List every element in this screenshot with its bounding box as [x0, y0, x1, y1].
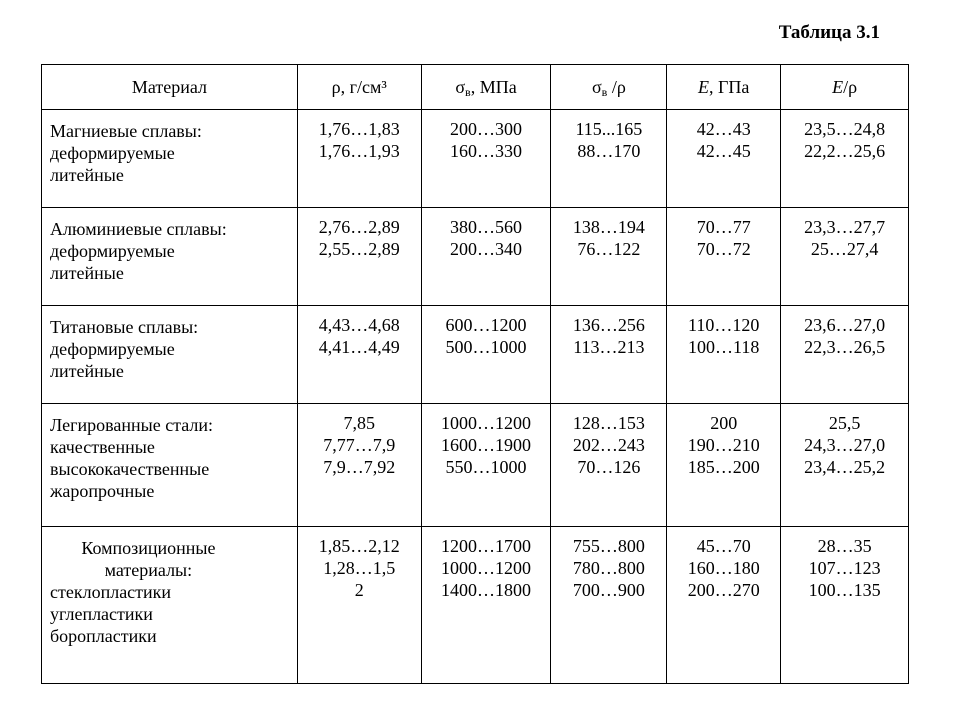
table-row: [42, 110, 909, 208]
specific-modulus-value: 24,3…27,0: [804, 435, 886, 455]
strength-value: 1600…1900: [441, 435, 532, 455]
material-cell: [42, 110, 298, 208]
modulus-value: 42…43: [696, 119, 751, 139]
table-caption: Таблица 3.1: [778, 22, 880, 43]
density-value: 1,85…2,12: [318, 536, 400, 556]
material-subtype: деформируемые: [50, 241, 175, 261]
specific-strength-cell: [551, 110, 667, 208]
specific-modulus-cell: [781, 527, 909, 684]
specific-strength-value: 88…170: [577, 141, 641, 161]
specific-strength-value: 138…194: [572, 217, 645, 237]
strength-cell: [421, 306, 551, 404]
density-value: 7,85: [343, 413, 375, 433]
density-value: 1,76…1,93: [318, 141, 400, 161]
modulus-value: 100…118: [688, 337, 760, 357]
header-material: Материал: [42, 65, 298, 110]
modulus-cell: [667, 404, 781, 527]
density-value: 7,77…7,9: [323, 435, 396, 455]
specific-modulus-value: 23,4…25,2: [804, 457, 886, 477]
specific-strength-value: 115...165: [575, 119, 643, 139]
material-cell: [42, 527, 298, 684]
strength-cell: [421, 527, 551, 684]
material-cell: [42, 208, 298, 306]
strength-value: 160…330: [450, 141, 523, 161]
table-row: [42, 306, 909, 404]
materials-table: [41, 64, 909, 684]
header-density: ρ, г/см³: [297, 65, 421, 110]
strength-value: 380…560: [450, 217, 523, 237]
density-cell: [297, 208, 421, 306]
specific-strength-value: 136…256: [572, 315, 645, 335]
specific-strength-value: 700…900: [572, 580, 645, 600]
modulus-value: 185…200: [687, 457, 760, 477]
density-value: 1,76…1,83: [318, 119, 400, 139]
material-name: Легированные стали:: [50, 415, 214, 435]
strength-value: 500…1000: [445, 337, 527, 357]
strength-value: 600…1200: [445, 315, 527, 335]
modulus-value: 160…180: [687, 558, 760, 578]
specific-strength-value: 755…800: [572, 536, 645, 556]
material-subtype: боропластики: [50, 626, 157, 646]
specific-strength-cell: [551, 208, 667, 306]
modulus-cell: [667, 527, 781, 684]
material-subtype: деформируемые: [50, 143, 175, 163]
density-cell: [297, 306, 421, 404]
header-strength: $\sigma_в$, МПа: [421, 65, 551, 110]
material-cell: [42, 306, 298, 404]
specific-modulus-cell: [781, 110, 909, 208]
specific-modulus-cell: [781, 404, 909, 527]
modulus-value: 200: [710, 413, 738, 433]
specific-strength-cell: [551, 306, 667, 404]
header-modulus: E, ГПа: [667, 65, 781, 110]
specific-strength-value: 202…243: [572, 435, 645, 455]
specific-modulus-value: 22,2…25,6: [804, 141, 886, 161]
density-cell: [297, 404, 421, 527]
material-subtype: деформируемые: [50, 339, 175, 359]
header-specific-modulus: E/ρ: [781, 65, 909, 110]
density-value: 2,55…2,89: [318, 239, 400, 259]
specific-modulus-value: 25…27,4: [810, 239, 879, 259]
density-value: 2,76…2,89: [318, 217, 400, 237]
material-name: Алюминиевые сплавы:: [50, 219, 227, 239]
material-subtype: литейные: [50, 361, 124, 381]
strength-value: 1000…1200: [441, 413, 532, 433]
strength-value: 200…300: [450, 119, 523, 139]
header-row: [42, 65, 909, 110]
modulus-cell: [667, 110, 781, 208]
strength-value: 550…1000: [445, 457, 527, 477]
specific-modulus-value: 23,5…24,8: [804, 119, 886, 139]
density-cell: [297, 527, 421, 684]
modulus-value: 70…72: [696, 239, 751, 259]
density-value: 7,9…7,92: [323, 457, 396, 477]
specific-strength-value: 780…800: [572, 558, 645, 578]
specific-modulus-value: 23,3…27,7: [804, 217, 886, 237]
material-cell: [42, 404, 298, 527]
strength-cell: [421, 208, 551, 306]
density-value: 4,43…4,68: [318, 315, 400, 335]
specific-modulus-value: 23,6…27,0: [804, 315, 886, 335]
modulus-cell: [667, 208, 781, 306]
specific-modulus-value: 25,5: [828, 413, 861, 433]
header-specific-strength: $\sigma_в$ /ρ: [551, 65, 667, 110]
strength-cell: [421, 110, 551, 208]
table-row: [42, 404, 909, 527]
specific-strength-value: 76…122: [577, 239, 641, 259]
material-name: Магниевые сплавы:: [50, 121, 202, 141]
strength-value: 200…340: [450, 239, 523, 259]
material-subtype: литейные: [50, 165, 124, 185]
table-row: [42, 527, 909, 684]
strength-value: 1400…1800: [441, 580, 532, 600]
material-subtype: качественные: [50, 437, 155, 457]
specific-modulus-cell: [781, 306, 909, 404]
density-value: 1,28…1,5: [323, 558, 396, 578]
modulus-value: 45…70: [696, 536, 751, 556]
material-subtype: стеклопластики: [50, 582, 172, 602]
specific-modulus-value: 28…35: [817, 536, 872, 556]
specific-strength-cell: [551, 404, 667, 527]
strength-cell: [421, 404, 551, 527]
modulus-value: 190…210: [687, 435, 760, 455]
modulus-value: 42…45: [696, 141, 751, 161]
table-row: [42, 208, 909, 306]
specific-modulus-value: 100…135: [808, 580, 881, 600]
modulus-value: 200…270: [687, 580, 760, 600]
specific-modulus-value: 22,3…26,5: [804, 337, 886, 357]
specific-strength-value: 128…153: [572, 413, 645, 433]
modulus-cell: [667, 306, 781, 404]
material-name: Титановые сплавы:: [50, 317, 199, 337]
strength-value: 1200…1700: [441, 536, 532, 556]
material-subtype: литейные: [50, 263, 124, 283]
material-subtype: жаропрочные: [50, 481, 155, 501]
density-cell: [297, 110, 421, 208]
modulus-value: 110…120: [688, 315, 760, 335]
specific-modulus-cell: [781, 208, 909, 306]
material-subtype: высококачественные: [50, 459, 210, 479]
specific-modulus-value: 107…123: [808, 558, 881, 578]
specific-strength-cell: [551, 527, 667, 684]
specific-strength-value: 113…213: [573, 337, 645, 357]
density-value: 4,41…4,49: [318, 337, 400, 357]
material-name: Композиционные материалы:: [81, 538, 216, 580]
specific-strength-value: 70…126: [577, 457, 641, 477]
modulus-value: 70…77: [696, 217, 751, 237]
material-subtype: углепластики: [50, 604, 153, 624]
strength-value: 1000…1200: [441, 558, 532, 578]
density-value: 2: [354, 580, 364, 600]
